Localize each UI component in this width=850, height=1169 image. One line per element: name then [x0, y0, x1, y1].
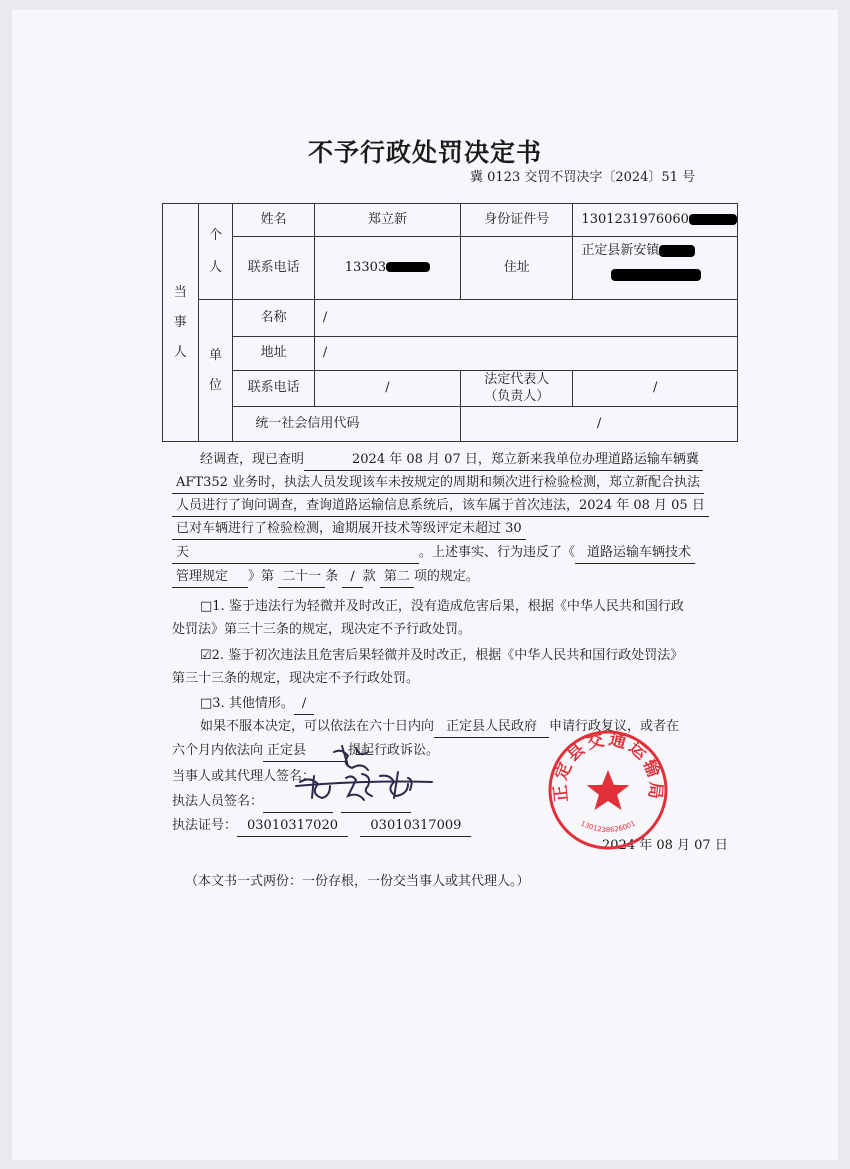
party-info-table — [162, 203, 738, 442]
certificate-line: 执法证号： 03010317020 03010317009 — [172, 816, 471, 837]
option-2-line-2: 第三十三条的规定，现决定不予行政处罚。 — [172, 671, 420, 686]
svg-text:正定县交通运输局: 正定县交通运输局 — [550, 729, 666, 803]
name-value: 郑立新 — [314, 204, 460, 237]
findings-line-4: 已对车辆进行了检验检测，逾期展开技术等级评定未超过 30 — [172, 519, 526, 540]
decision-date: 2024 年 08 月 07 日 — [602, 838, 728, 853]
redaction-mark — [386, 262, 430, 272]
legal-rep-label: 法定代表人 — [484, 372, 550, 388]
individual-label-cell: 个人 — [198, 204, 233, 300]
handwritten-signature — [290, 742, 440, 812]
option-3-line: □3. 其他情形。 / — [200, 694, 314, 715]
address-label: 住址 — [461, 237, 573, 300]
id-value: 1301231976060 — [581, 211, 689, 227]
legal-rep-label-sub: （负责人） — [484, 388, 550, 404]
credit-code-value: / — [461, 407, 738, 442]
document-number: 冀 0123 交罚不罚决字〔2024〕51 号 — [470, 170, 696, 185]
phone-value-cell — [314, 237, 460, 300]
svg-text:1301238626001: 1301238626001 — [579, 819, 637, 834]
name-label: 姓名 — [233, 204, 315, 237]
unit-label-cell: 单位 — [198, 300, 233, 442]
credit-code-label: 统一社会信用代码 — [233, 407, 461, 442]
party-signature-line: 当事人或其代理人签名： — [172, 769, 316, 784]
redaction-mark — [659, 245, 695, 257]
unit-name-value: / — [314, 300, 737, 337]
document-title: 不予行政处罚决定书 — [307, 138, 542, 167]
findings-line-2: AFT352 业务时，执法人员发现该车未按规定的周期和频次进行检验检测，郑立新配合执法 — [172, 473, 704, 494]
findings-line-1: 经调查，现已查明 2024 年 08 月 07 日，郑立新来我单位办理道路运输车辆冀 — [200, 450, 703, 471]
phone-label: 联系电话 — [233, 237, 315, 300]
option-1-line-2: 处罚法》第三十三条的规定，现决定不予行政处罚。 — [172, 622, 472, 637]
option-1-line-1: □1. 鉴于违法行为轻微并及时改正，没有造成危害后果，根据《中华人民共和国行政 — [200, 599, 684, 614]
appeal-line-1: 如果不服本决定，可以依法在六十日内向 正定县人民政府 申请行政复议，或者在 — [200, 717, 679, 738]
unit-phone-value: / — [314, 371, 460, 407]
phone-value: 13303 — [344, 259, 387, 275]
unit-address-label: 地址 — [233, 337, 315, 371]
address-value-cell — [573, 237, 738, 300]
findings-line-3: 人员进行了询问调查，查询道路运输信息系统后，该车属于首次违法，2024 年 08 月 05 日 — [172, 496, 709, 517]
redaction-mark — [689, 214, 737, 225]
redaction-mark — [611, 269, 701, 281]
officer-signature-line: 执法人员签名： — [172, 792, 411, 813]
legal-rep-value: / — [573, 371, 738, 407]
findings-line-5: 天 。上述事实、行为违反了《 道路运输车辆技术 — [172, 543, 695, 564]
findings-line-6: 管理规定 》第 二十一 条 / 款 第二 项的规定。 — [172, 567, 479, 588]
appeal-line-2: 六个月内依法向 正定县 提起行政诉讼。 — [172, 741, 439, 762]
legal-rep-label-cell — [461, 371, 573, 407]
id-value-cell — [573, 204, 738, 237]
footer-note: （本文书一式两份：一份存根，一份交当事人或其代理人。） — [185, 874, 530, 889]
id-label: 身份证件号 — [461, 204, 573, 237]
party-label-cell: 当事人 — [163, 204, 199, 442]
official-seal — [546, 728, 670, 852]
address-value: 正定县新安镇 — [581, 243, 660, 258]
option-2-line-1: ☑2. 鉴于初次违法且危害后果轻微并及时改正，根据《中华人民共和国行政处罚法》 — [200, 648, 684, 663]
unit-phone-label: 联系电话 — [233, 371, 315, 407]
unit-name-label: 名称 — [233, 300, 315, 337]
unit-address-value: / — [314, 337, 737, 371]
